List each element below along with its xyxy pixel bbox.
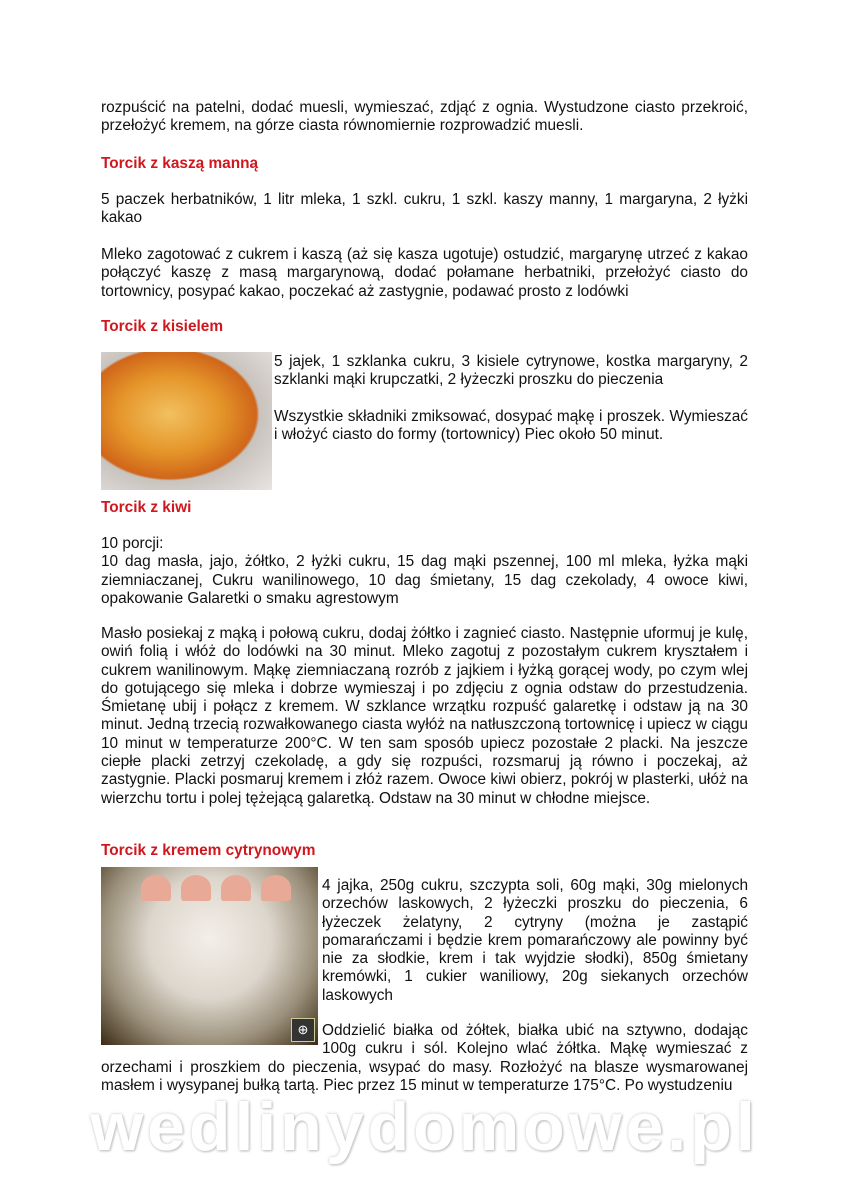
ingredients-text: 5 jajek, 1 szklanka cukru, 3 kisiele cytrynowe, kostka margaryny, 2 szklanki mąki krupczatki, 2 łyżeczki proszku do pieczenia	[274, 353, 748, 389]
method-text: Wszystkie składniki zmiksować, dosypać mąkę i proszek. Wymieszać i włożyć ciasto do formy (tortownicy) Piec około 50 minut.	[274, 407, 748, 443]
recipe-section-kisiel	[101, 352, 748, 490]
servings-text: 10 porcji:	[101, 535, 164, 552]
recipe-method	[101, 246, 748, 301]
ingredients-text: 4 jajka, 250g cukru, szczypta soli, 60g mąki, 30g mielonych orzechów laskowych, 2 łyżeczki proszku do pieczenia, 6 łyżeczek żelatyny, 2 cytryny (można je zastąpić pomarańczami i będzie krem pomarańczowy ale powinny być nie za słodkie, krem i tak wyjdzie słodki), 850g śmietany kremówki, 1 cukier waniliowy, 20g siekanych orzechów laskowych	[322, 877, 748, 1004]
recipe-title: Torcik z kremem cytrynowym	[101, 842, 316, 859]
method-text: Mleko zagotować z cukrem i kaszą (aż się kasza ugotuje) ostudzić, margarynę utrzeć z kakao połączyć kaszę z masą margarynową, dodać połamane herbatniki, przełożyć ciasto do tortownicy, posypać kakao, poczekać aż zastygnie, podawać prosto z lodówki	[101, 246, 748, 300]
magnifier-icon[interactable]: ⊕	[291, 1018, 315, 1042]
ingredients-text: 5 paczek herbatników, 1 litr mleka, 1 szkl. cukru, 1 szkl. kaszy manny, 1 margaryna, 2 łyżki kakao	[101, 191, 748, 227]
cake-photo	[101, 352, 272, 490]
recipe-title: Torcik z kisielem	[101, 318, 224, 335]
intro-paragraph	[101, 99, 748, 136]
recipe-ingredients	[101, 191, 748, 228]
recipe-method	[101, 625, 748, 808]
intro-text: rozpuścić na patelni, dodać muesli, wymieszać, zdjąć z ognia. Wystudzone ciasto przekroić, przełożyć kremem, na górze ciasta równomiernie rozprowadzić muesli.	[101, 99, 748, 135]
method-text: Masło posiekaj z mąką i połową cukru, dodaj żółtko i zagnieć ciasto. Następnie uformuj je kulę, owiń folią i włóż do lodówki na 30 minut. Mleko zagotuj z pozostałym cukrem kryształem i cukrem wanilinowym. Mąkę ziemniaczaną rozrób z jajkiem i łyżką gorącej wody, po czym wlej do gotującego się mleka i dobrze wymieszaj i po zdjęciu z ognia odstaw do przestudzenia. Śmietanę ubij i połącz z kremem. W szklance wrzątku rozpuść galaretkę i odstaw ją na 30 minut. Jedną trzecią rozwałkowanego ciasta wyłóż na natłuszczoną tortownicę i upiecz w ciągu 10 minut w temperaturze 200°C. W ten sam sposób upiecz pozostałe 2 placki. Na jeszcze ciepłe placki zetrzyj czekoladę, a gdy się rozpuści, rozsmaruj ją równo i poczekaj, aż zastygnie. Placki posmaruj kremem i złóż razem. Owoce kiwi obierz, pokrój w plasterki, ułóż na wierzchu tortu i polej tężejącą galaretką. Odstaw na 30 minut w chłodne miejsce.	[101, 625, 748, 807]
recipe-title: Torcik z kaszą manną	[101, 155, 259, 172]
method-text: Oddzielić białka od żółtek, białka ubić na sztywno, dodając 100g cukru i sól. Kolejno wlać żółtka. Mąkę wymieszać z orzechami i proszkiem do pieczenia, wsypać do masy. Rozłożyć na blasze wysmarowanej masłem i wysypanej bułką tartą. Piec przez 15 minut w temperaturze 175°C. Po wystudzeniu	[101, 1022, 748, 1094]
recipe-title: Torcik z kiwi	[101, 499, 192, 516]
recipe-ingredients	[101, 535, 748, 608]
cake-photo	[101, 867, 318, 1045]
ingredients-text: 10 dag masła, jajo, żółtko, 2 łyżki cukru, 15 dag mąki pszennej, 100 ml mleka, łyżka mąki ziemniaczanej, Cukru wanilinowego, 10 dag śmietany, 15 dag czekolady, 4 owoce kiwi, opakowanie Galaretki o smaku agrestowym	[101, 553, 748, 607]
watermark: wedlinydomowe.pl	[90, 1089, 759, 1165]
recipe-section-lemon	[101, 867, 748, 1095]
